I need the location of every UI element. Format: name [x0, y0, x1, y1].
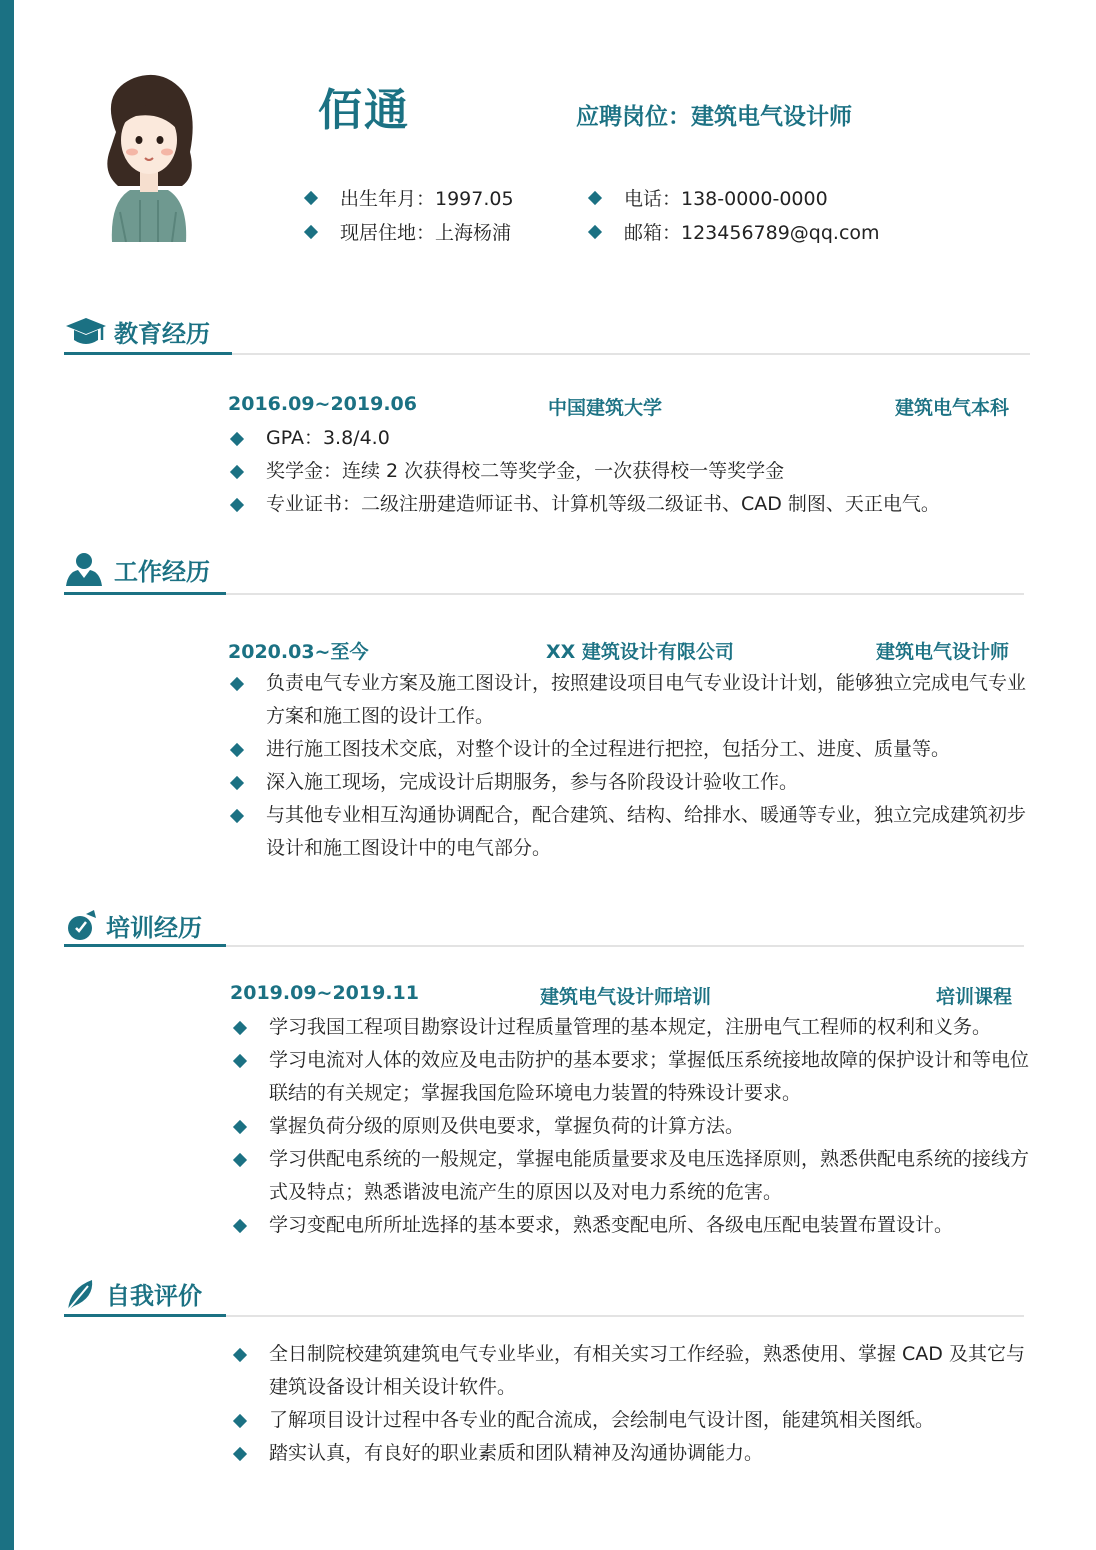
education-school: 中国建筑大学 [548, 397, 663, 419]
training-underline [64, 944, 226, 947]
training-period: 2019.09~2019.11 [230, 982, 419, 1004]
education-divider [232, 353, 1030, 355]
graduation-cap-icon [64, 314, 106, 350]
self-eval-title: 自我评价 [106, 1282, 202, 1310]
work-period: 2020.03~至今 [228, 641, 369, 663]
work-position: 建筑电气设计师 [876, 641, 1010, 663]
education-period: 2016.09~2019.06 [228, 393, 417, 415]
list-item: 踏实认真，有良好的职业素质和团队精神及沟通协调能力。 [231, 1437, 1031, 1470]
work-divider [226, 593, 1024, 595]
leaf-icon [64, 1276, 106, 1312]
list-item: 掌握负荷分级的原则及供电要求，掌握负荷的计算方法。 [231, 1110, 1031, 1143]
info-birth: 出生年月：1997.05 [306, 184, 514, 211]
list-item: 学习电流对人体的效应及电击防护的基本要求；掌握低压系统接地故障的保护设计和等电位联结的有关规定；掌握我国危险环境电力装置的特殊设计要求。 [231, 1044, 1031, 1110]
list-item: 专业证书：二级注册建造师证书、计算机等级二级证书、CAD 制图、天正电气。 [228, 488, 1028, 521]
education-bullets [228, 422, 1028, 521]
diamond-bullet-icon [588, 191, 602, 205]
person-icon [64, 552, 106, 588]
list-item: 全日制院校建筑建筑电气专业毕业，有相关实习工作经验，熟悉使用、掌握 CAD 及其它与建筑设备设计相关设计软件。 [231, 1338, 1031, 1404]
candidate-name: 佰通 [318, 85, 410, 136]
self-eval-bullets [231, 1338, 1031, 1470]
training-course: 建筑电气设计师培训 [540, 986, 712, 1008]
list-item: 负责电气专业方案及施工图设计，按照建设项目电气专业设计计划，能够独立完成电气专业方案和施工图的设计工作。 [228, 667, 1028, 733]
education-underline [64, 352, 232, 355]
training-icon [64, 908, 106, 944]
training-title: 培训经历 [106, 914, 202, 942]
training-type: 培训课程 [936, 986, 1013, 1008]
training-divider [226, 945, 1024, 947]
list-item: GPA：3.8/4.0 [228, 422, 1028, 455]
list-item: 学习供配电系统的一般规定，掌握电能质量要求及电压选择原则，熟悉供配电系统的接线方式及特点；熟悉谐波电流产生的原因以及对电力系统的危害。 [231, 1143, 1031, 1209]
list-item: 深入施工现场，完成设计后期服务，参与各阶段设计验收工作。 [228, 766, 1028, 799]
list-item: 学习变配电所所址选择的基本要求，熟悉变配电所、各级电压配电装置布置设计。 [231, 1209, 1031, 1242]
left-accent-bar [0, 0, 14, 1550]
list-item: 进行施工图技术交底，对整个设计的全过程进行把控，包括分工、进度、质量等。 [228, 733, 1028, 766]
diamond-bullet-icon [304, 225, 318, 239]
info-phone: 电话：138-0000-0000 [590, 184, 828, 211]
avatar [96, 72, 200, 242]
education-major: 建筑电气本科 [895, 397, 1010, 419]
work-underline [64, 592, 226, 595]
diamond-bullet-icon [304, 191, 318, 205]
self-eval-underline [64, 1314, 226, 1317]
education-title: 教育经历 [114, 320, 210, 348]
list-item: 奖学金：连续 2 次获得校二等奖学金，一次获得校一等奖学金 [228, 455, 1028, 488]
work-company: XX 建筑设计有限公司 [546, 641, 734, 663]
training-bullets [231, 1011, 1031, 1242]
self-eval-divider [226, 1315, 1024, 1317]
list-item: 了解项目设计过程中各专业的配合流成，会绘制电气设计图，能建筑相关图纸。 [231, 1404, 1031, 1437]
list-item: 学习我国工程项目勘察设计过程质量管理的基本规定，注册电气工程师的权利和义务。 [231, 1011, 1031, 1044]
info-email: 邮箱：123456789@qq.com [590, 218, 880, 245]
job-title: 应聘岗位：建筑电气设计师 [576, 104, 852, 130]
work-bullets [228, 667, 1028, 865]
diamond-bullet-icon [588, 225, 602, 239]
work-title: 工作经历 [114, 558, 210, 586]
info-address: 现居住地：上海杨浦 [306, 218, 511, 245]
list-item: 与其他专业相互沟通协调配合，配合建筑、结构、给排水、暖通等专业，独立完成建筑初步设计和施工图设计中的电气部分。 [228, 799, 1028, 865]
